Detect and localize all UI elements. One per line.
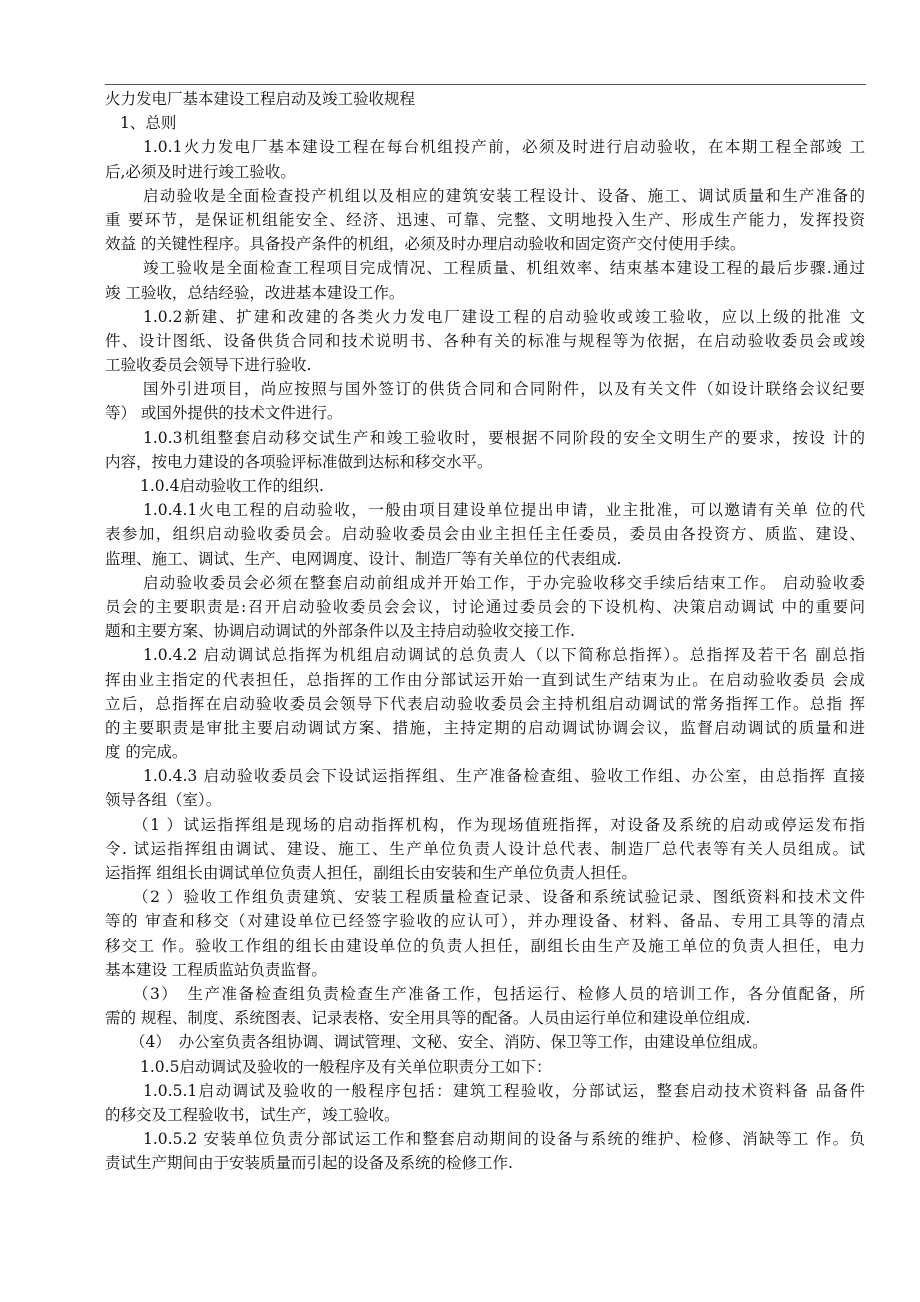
paragraph-line: 启动验收是全面检查投产机组以及相应的建筑安装工程设计、设备、施工、调试质量和生产准备的 <box>143 186 865 205</box>
paragraph <box>105 305 865 378</box>
paragraph <box>105 256 865 304</box>
paragraph-line: 度 的完成。 <box>105 743 188 762</box>
paragraph <box>105 498 865 571</box>
paragraph-line: 领导各组（室）。 <box>105 791 222 810</box>
document-title-text: 火力发电厂基本建设工程启动及竣工验收规程 <box>105 90 416 108</box>
paragraph-line: 责试生产期间由于安装质量而引起的设备及系统的检修工作. <box>105 1154 513 1173</box>
paragraph <box>105 885 865 982</box>
paragraph-line: 1.0.1火力发电厂基本建设工程在每台机组投产前，必须及时进行启动验收，在本期工程全部竣 工 <box>143 138 865 157</box>
paragraph-line: （2 ）验收工作组负责建筑、安装工程质量检查记录、设备和系统试验记录、图纸资料和技术文件 <box>133 888 865 907</box>
paragraph <box>105 184 865 257</box>
paragraph-line: 运指挥 组组长由调试单位负责人担任，副组长由安装和生产单位负责人担任。 <box>105 864 637 882</box>
paragraph-line: 内容，按电力建设的各项验评标准做到达标和移交水平。 <box>105 452 493 471</box>
paragraph <box>105 474 865 498</box>
paragraph-line: 件、设计图纸、设备供货合同和技术说明书、各种有关的标准与规程等为依据，在启动验收委员会或竣 <box>105 331 865 350</box>
paragraph-line: 国外引进项目，尚应按照与国外签订的供货合同和合同附件，以及有关文件（如设计联络会议纪要 <box>143 380 865 399</box>
paragraph-line: 题和主要方案、协调启动调试的外部条件以及主持启动验收交接工作. <box>105 622 575 641</box>
paragraph <box>105 982 865 1030</box>
paragraph <box>105 643 865 764</box>
paragraph <box>105 571 865 644</box>
paragraph-line: 重 要环节，是保证机组能安全、经济、迅速、可靠、完整、文明地投入生产、形成生产能力，发挥投资 <box>105 210 865 229</box>
paragraph-line: 1.0.4.1火电工程的启动验收，一般由项目建设单位提出申请，业主批准，可以邀请有关单 位的代 <box>143 501 865 520</box>
paragraph <box>105 377 865 425</box>
paragraph-line: 挥由业主指定的代表担任，总指挥的工作由分部试运开始一直到试生产结束为止。在启动验收委员 会成 <box>105 670 865 689</box>
paragraph <box>105 1030 865 1054</box>
paragraph-line: 1.0.5.2 安装单位负责分部试运工作和整套启动期间的设备与系统的维护、检修、消缺等工 作。负 <box>143 1130 865 1149</box>
paragraph-line: 1.0.4.3 启动验收委员会下设试运指挥组、生产准备检查组、验收工作组、办公室，由总指挥 直接 <box>143 767 865 786</box>
paragraph-line: 1.0.2新建、扩建和改建的各类火力发电厂建设工程的启动验收或竣工验收，应以上级的批准 文 <box>143 307 865 326</box>
paragraph <box>105 1079 865 1127</box>
paragraph-line: 基本建设 工程质监站负责监督。 <box>105 960 327 979</box>
paragraph-line: 工验收委员会领导下进行验收. <box>105 356 312 375</box>
paragraph <box>105 111 865 135</box>
paragraph-line: 后,必须及时进行竣工验收。 <box>105 162 296 181</box>
header-rule <box>105 84 866 85</box>
paragraph-line: 需的 规程、制度、系统图表、记录表格、安全用具等的配备。人员由运行单位和建设单位组成. <box>105 1009 751 1028</box>
paragraph-line: 1.0.5.1启动调试及验收的一般程序包括：建筑工程验收，分部试运，整套启动技术资料备 品备件 <box>143 1081 865 1100</box>
paragraph-line: 1.0.3机组整套启动移交试生产和竣工验收时，要根据不同阶段的安全文明生产的要求，按设 计的 <box>143 428 865 447</box>
paragraph-line: 1.0.4.2 启动调试总指挥为机组启动调试的总负责人（以下简称总指挥）。总指挥及若干名 副总指 <box>143 646 865 665</box>
paragraph-line: 立后，总指挥在启动验收委员会领导下代表启动验收委员会主持机组启动调试的常务指挥工作。总指 挥 <box>105 694 865 713</box>
paragraph-line: 令. 试运指挥组由调试、建设、施工、生产单位负责人设计总代表、制造厂总代表等有关人员组成。试 <box>105 839 865 858</box>
paragraph-line: 的主要职责是审批主要启动调试方案、措施，主持定期的启动调试协调会议，监督启动调试的质量和进 <box>105 718 865 737</box>
paragraph-line: （4） 办公室负责各组协调、调试管理、文秘、安全、消防、保卫等工作，由建设单位组成。 <box>130 1033 768 1052</box>
paragraph <box>105 764 865 812</box>
paragraph <box>105 1127 865 1175</box>
paragraph-line: 启动验收委员会必须在整套启动前组成并开始工作，于办完验收移交手续后结束工作。 启动验收委 <box>143 573 865 592</box>
paragraph-line: 等） 或国外提供的技术文件进行。 <box>105 404 343 423</box>
document-body <box>105 87 865 1175</box>
paragraph-line: 1.0.4启动验收工作的组织. <box>140 477 324 495</box>
paragraph-line: 移交工 作。验收工作组的组长由建设单位的负责人担任，副组长由生产及施工单位的负责人担任，电力 <box>105 936 865 955</box>
paragraph-line: 等的 审查和移交（对建设单位已经签字验收的应认可），并办理设备、材料、备品、专用工具等的清点 <box>105 912 865 931</box>
paragraph <box>105 426 865 474</box>
document-title <box>105 87 865 111</box>
paragraph-line: 的移交及工程验收书，试生产，竣工验收。 <box>105 1105 400 1124</box>
paragraph-line: 监理、施工、调试、生产、电网调度、设计、制造厂等有关单位的代表组成. <box>105 549 622 568</box>
paragraph-line: 竣 工验收，总结经验，改进基本建设工作。 <box>105 283 405 302</box>
paragraph-line: （3） 生产准备检查组负责检查生产准备工作，包括运行、检修人员的培训工作，各分值配备，所 <box>133 984 865 1003</box>
paragraph-line: 表参加，组织启动验收委员会。启动验收委员会由业主担任主任委员，委员由各投资方、质监、建设、 <box>105 525 865 544</box>
paragraph-line: 效益 的关键性程序。具备投产条件的机组，必须及时办理启动验收和固定资产交付使用手续。 <box>105 235 746 254</box>
paragraph <box>105 813 865 886</box>
paragraph-line: 竣工验收是全面检查工程项目完成情况、工程质量、机组效率、结束基本建设工程的最后步骤.通过 <box>143 259 865 278</box>
paragraph-line: 1、总则 <box>120 114 177 133</box>
paragraph-line: （1 ）试运指挥组是现场的启动指挥机构，作为现场值班指挥，对设备及系统的启动或停运发布指 <box>133 815 865 834</box>
paragraph <box>105 1055 865 1079</box>
paragraph-line: 1.0.5启动调试及验收的一般程序及有关单位职责分工如下： <box>140 1057 552 1076</box>
paragraph <box>105 135 865 183</box>
paragraph-line: 员会的主要职责是:召开启动验收委员会会议，讨论通过委员会的下设机构、决策启动调试 中的重要问 <box>105 597 865 616</box>
